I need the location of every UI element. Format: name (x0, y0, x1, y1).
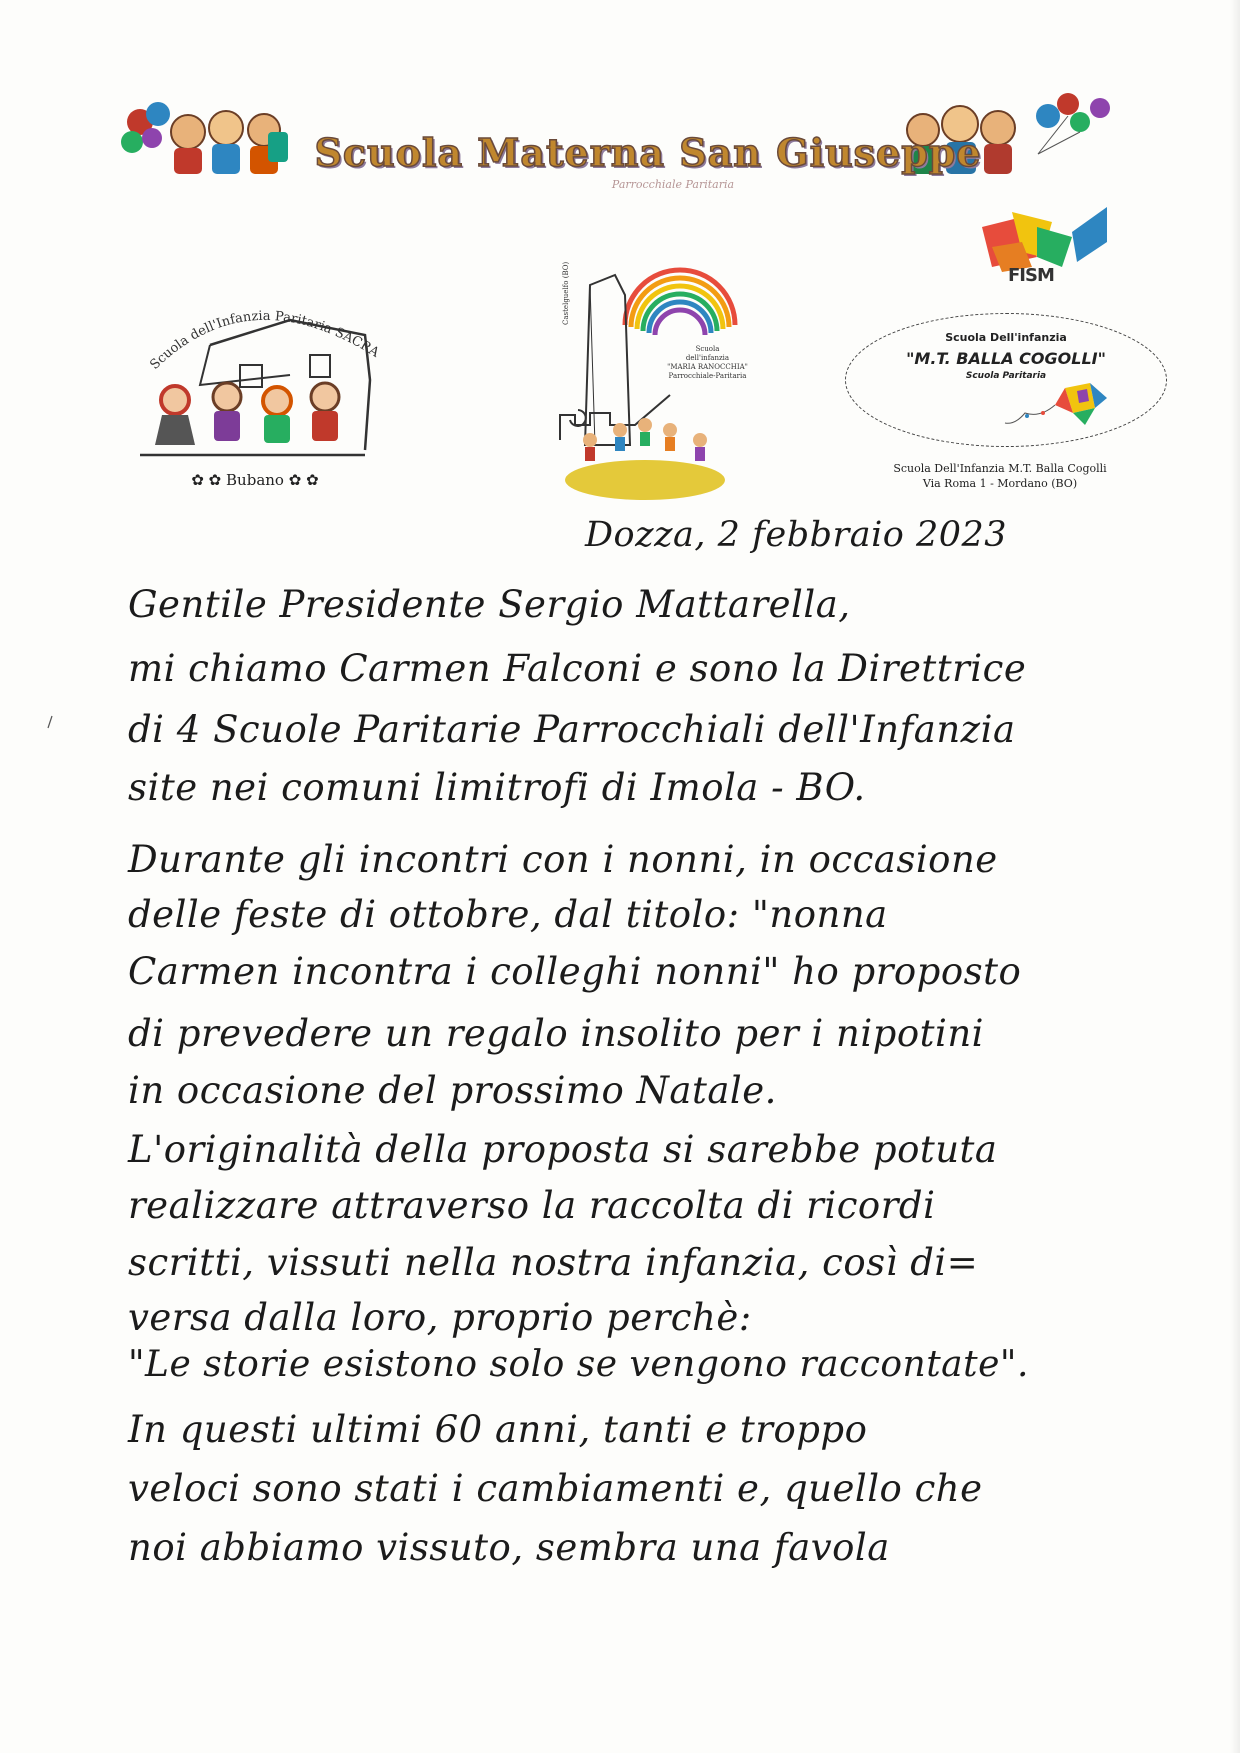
balla-line-1: Scuola Dell'infanzia (945, 331, 1067, 344)
letter-line: mi chiamo Carmen Falconi e sono la Direttrice (128, 647, 1027, 690)
sacra-famiglia-arc-text: Scuola dell'Infanzia Paritaria SACRA (147, 308, 382, 373)
fism-text: FISM (1008, 265, 1054, 286)
logo-fism (982, 207, 1112, 297)
letter-line: veloci sono stati i cambiamenti e, quello che (128, 1467, 983, 1510)
balla-line-2: "M.T. BALLA COGOLLI" (906, 349, 1106, 368)
balla-line-3: Scuola Paritaria (965, 371, 1047, 381)
letter-line: di prevedere un regalo insolito per i nipotini (128, 1012, 985, 1055)
sacra-famiglia-town (140, 471, 370, 489)
letter-line: L'originalità della proposta si sarebbe potuta (128, 1128, 998, 1171)
balla-address-line-2: Via Roma 1 - Mordano (BO) (922, 477, 1078, 490)
letter-line: di 4 Scuole Paritarie Parrocchiali dell'Infanzia (128, 708, 1016, 751)
letter-line: versa dalla loro, proprio perchè: (128, 1296, 752, 1339)
logo-maria-ranocchia (540, 261, 750, 500)
letter-line: scritti, vissuti nella nostra infanzia, così di= (128, 1241, 979, 1284)
letter-date: Dozza, 2 febbraio 2023 (585, 515, 1008, 555)
vine-right-icon: ✿ ✿ (288, 471, 319, 489)
sacra-famiglia-emblem (140, 285, 410, 475)
sacra-famiglia-town-label: Bubano (226, 471, 284, 489)
banner-subtitle: Parrocchiale Paritaria (611, 178, 735, 191)
page-edge-shadow (1230, 0, 1240, 1753)
maria-ranocchia-name (660, 345, 755, 381)
kite-icon (845, 313, 1167, 447)
letter-line: Gentile Presidente Sergio Mattarella, (128, 583, 851, 626)
vine-left-icon: ✿ ✿ (191, 471, 227, 489)
letter-line: site nei comuni limitrofi di Imola - BO. (128, 766, 866, 809)
letter-line: "Le storie esistono solo se vengono raccontate". (128, 1344, 1029, 1385)
letter-line: delle feste di ottobre, dal titolo: "nonna (128, 893, 888, 936)
logo-balla-cogolli (845, 313, 1171, 453)
maria-line-2: dell'infanzia (685, 354, 730, 362)
letter-line: noi abbiamo vissuto, sembra una favola (128, 1526, 890, 1569)
tower-rainbow-emblem (540, 265, 750, 500)
logo-sacra-famiglia (140, 285, 410, 495)
maria-line-3: "MARIA RANOCCHIA" (667, 363, 748, 371)
banner-title: Scuola Materna San Giuseppe (314, 130, 982, 175)
stray-pen-mark (46, 715, 54, 729)
letter-line: realizzare attraverso la raccolta di ricordi (128, 1184, 936, 1227)
letter-line: In questi ultimi 60 anni, tanti e troppo (128, 1408, 868, 1451)
letter-line: in occasione del prossimo Natale. (128, 1069, 777, 1112)
letter-line: Carmen incontra i colleghi nonni" ho proposto (128, 950, 1022, 993)
letter-line: Durante gli incontri con i nonni, in occasione (128, 838, 998, 881)
maria-line-4: Parrocchiale-Paritaria (668, 372, 747, 380)
maria-vertical-text: Castelguelfo (BO) (562, 261, 570, 325)
balla-address-line-1: Scuola Dell'Infanzia M.T. Balla Cogolli (893, 462, 1107, 475)
balla-address (880, 461, 1120, 491)
school-banner (118, 92, 1128, 204)
maria-line-1: Scuola (695, 345, 720, 353)
